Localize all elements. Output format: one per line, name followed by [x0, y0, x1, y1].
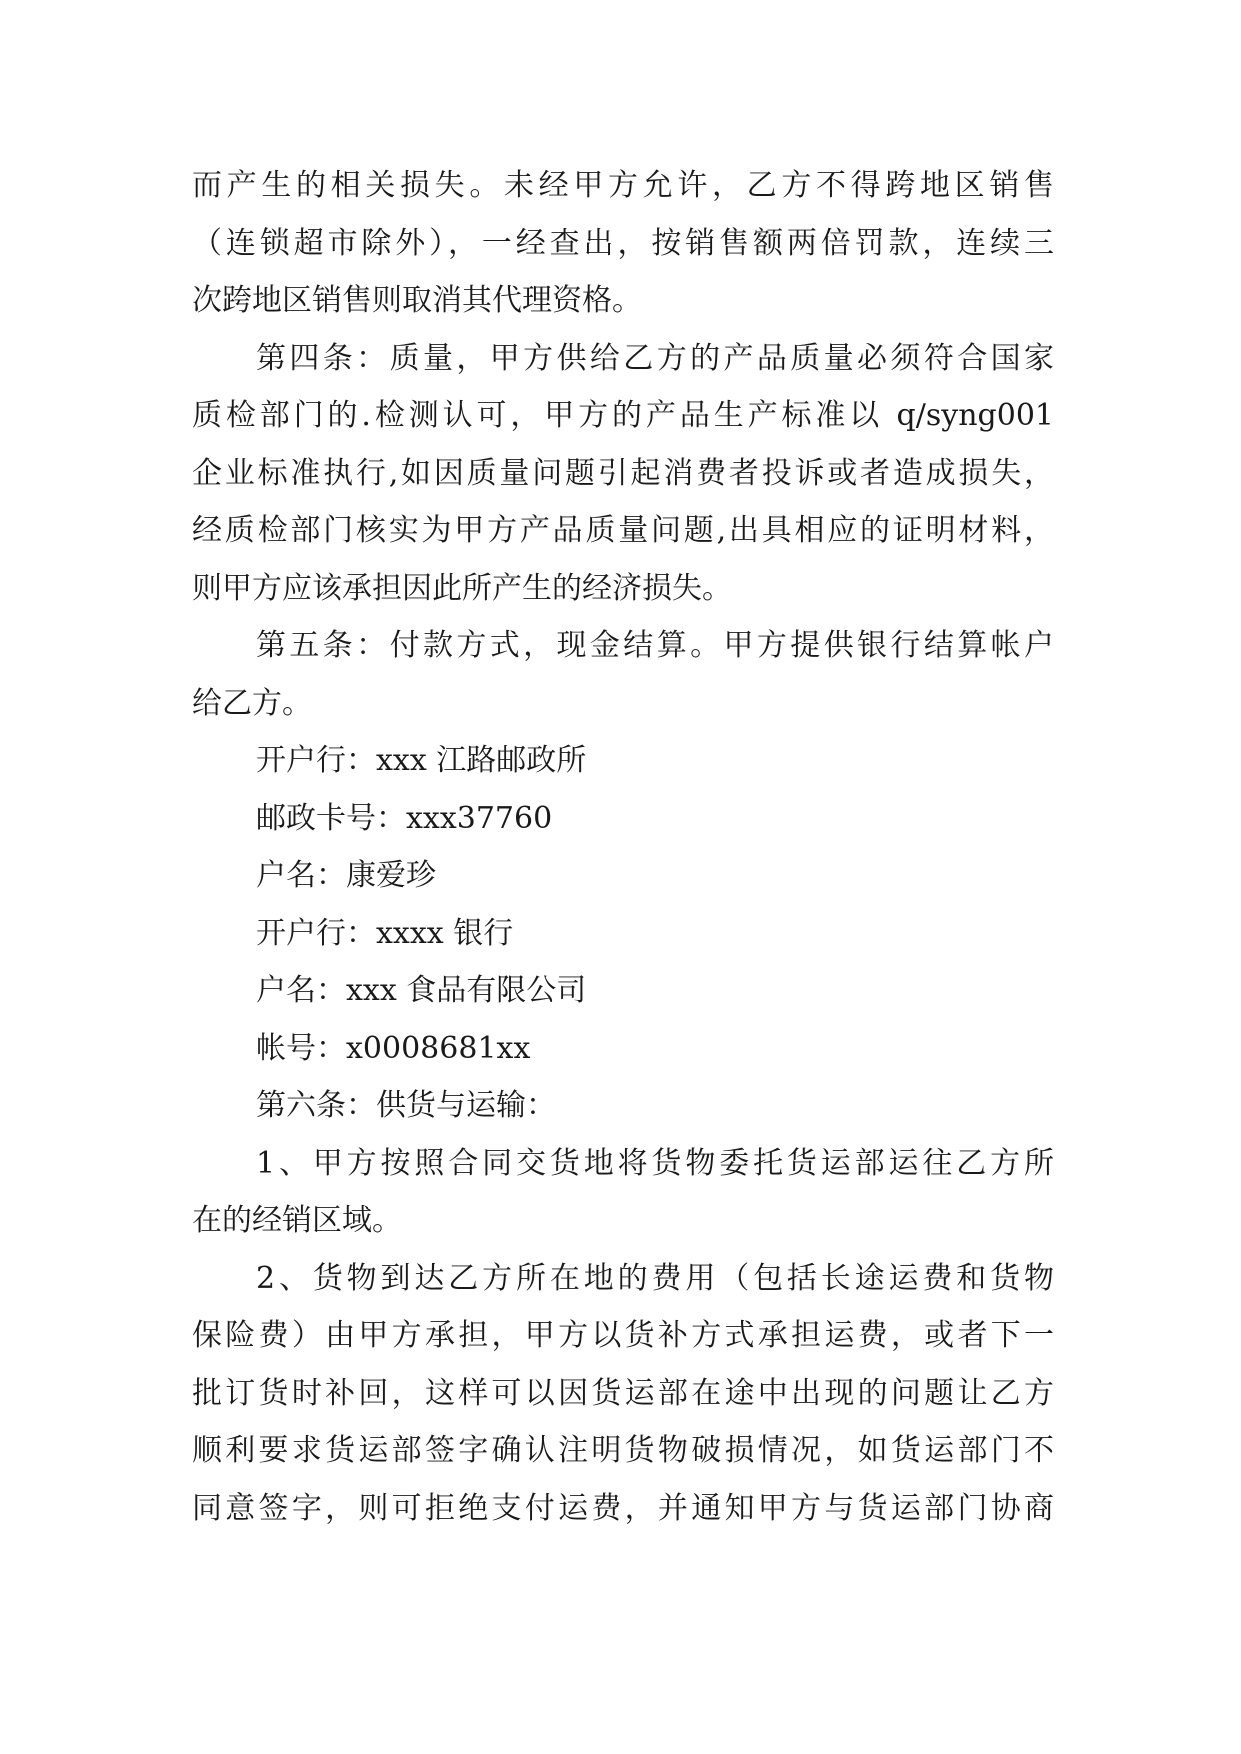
- text-line: 开户行：xxx 江路邮政所: [256, 743, 587, 778]
- text-line: 批订货时补回，这样可以因货运部在途中出现的问题让乙方: [192, 1375, 1054, 1411]
- text-line: 在的经销区域。: [192, 1203, 402, 1238]
- text-line: 2、货物到达乙方所在地的费用（包括长途运费和货物: [256, 1260, 1054, 1296]
- text-line: 企业标准执行,如因质量问题引起消费者投诉或者造成损失，: [192, 455, 1054, 491]
- text-line: 第五条：付款方式，现金结算。甲方提供银行结算帐户: [256, 628, 1054, 663]
- text-line: 第四条：质量，甲方供给乙方的产品质量必须符合国家: [256, 340, 1054, 376]
- text-line: 第六条：供货与运输：: [256, 1088, 556, 1123]
- text-line: 同意签字，则可拒绝支付运费，并通知甲方与货运部门协商: [192, 1490, 1054, 1526]
- text-line: 质检部门的.检测认可，甲方的产品生产标准以 q/syng001: [192, 398, 1054, 433]
- text-line: 1、甲方按照合同交货地将货物委托货运部运往乙方所: [256, 1145, 1054, 1181]
- text-line: 给乙方。: [192, 685, 312, 721]
- text-line: 保险费）由甲方承担，甲方以货补方式承担运费，或者下一: [192, 1318, 1054, 1353]
- text-line: 邮政卡号：xxx37760: [256, 800, 553, 836]
- text-line: 开户行：xxxx 银行: [256, 915, 514, 951]
- text-line: （连锁超市除外），一经查出，按销售额两倍罚款，连续三: [192, 225, 1054, 261]
- text-line: 而产生的相关损失。未经甲方允许，乙方不得跨地区销售: [192, 168, 1054, 203]
- text-line: 帐号：x0008681xx: [256, 1030, 531, 1066]
- text-line: 则甲方应该承担因此所产生的经济损失。: [192, 570, 732, 606]
- text-line: 户名：xxx 食品有限公司: [256, 973, 587, 1008]
- text-line: 经质检部门核实为甲方产品质量问题,出具相应的证明材料，: [192, 513, 1054, 548]
- contract-text: [192, 157, 1054, 1537]
- text-line: 顺利要求货运部签字确认注明货物破损情况，如货运部门不: [192, 1433, 1054, 1468]
- text-line: 次跨地区销售则取消其代理资格。: [192, 283, 642, 318]
- text-line: 户名：康爱珍: [256, 858, 436, 893]
